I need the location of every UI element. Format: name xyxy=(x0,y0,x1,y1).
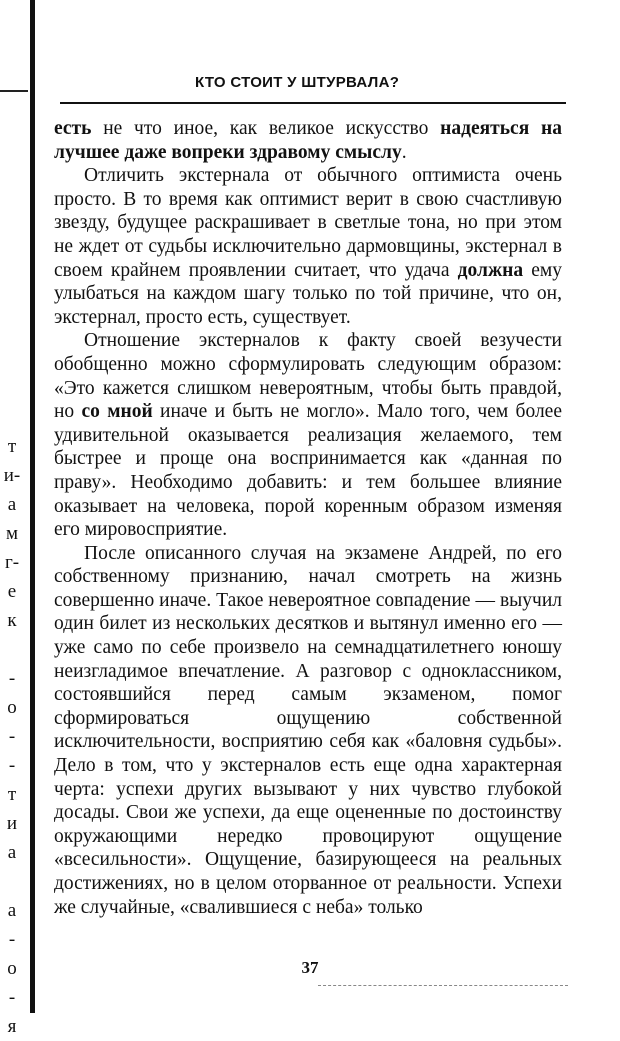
facing-page-fragment: я xyxy=(7,1016,17,1037)
facing-page-fragment: а xyxy=(7,494,17,515)
facing-page-fragment: о xyxy=(7,697,17,718)
facing-page-fragment: м xyxy=(5,523,19,544)
facing-page-fragment: а xyxy=(7,900,17,921)
facing-page-fragment: к xyxy=(7,610,17,631)
facing-page-fragment: - xyxy=(8,987,16,1008)
facing-page-fragment: о xyxy=(7,958,17,979)
emphasis-text: должна xyxy=(457,259,524,281)
paragraph xyxy=(54,164,562,329)
text-run: ему улыбаться на каждом шагу только по той причине, что он, экстернал, просто есть, существует. xyxy=(54,259,562,328)
page-number: 37 xyxy=(301,958,319,977)
facing-page-fragment xyxy=(0,867,24,896)
facing-page-fragment: - xyxy=(8,726,16,747)
facing-page-fragment: т xyxy=(7,784,17,805)
facing-page-fragment: и- xyxy=(3,465,21,486)
emphasis-text: со мной xyxy=(81,401,153,423)
paragraph xyxy=(54,542,562,920)
body-text xyxy=(54,117,562,919)
footer-rule xyxy=(318,985,568,987)
facing-page-fragment: е xyxy=(7,581,17,602)
text-run: Отношение экстерналов к факту своей везучести обобщенно можно сформулировать следующим образом: «Это кажется слишком невероятным, чтобы быть правдой, но xyxy=(54,330,562,423)
facing-page-fragment: - xyxy=(8,929,16,950)
facing-page-fragment xyxy=(0,635,24,664)
text-run: иначе и быть не могло». Мало того, чем более удивительной оказывается реализация желаемого, тем быстрее и проще она воспринимается как «данная по праву». Необходимо добавить: и тем большее влияние оказывает на человека, порой коренным образом изменяя его мировосприятие. xyxy=(54,401,562,541)
facing-page-fragment: г- xyxy=(4,552,20,573)
text-run: Отличить экстернала от обычного оптимиста очень просто. В то время как оптимист верит в свою счастливую звезду, будущее раскрашивает в светлые тона, но при этом не ждет от судьбы исключительно дармовщины, экстернал в своем крайнем проявлении считает, что удача xyxy=(54,165,562,281)
paragraph xyxy=(54,117,562,164)
emphasis-text: есть xyxy=(54,118,92,139)
paragraph xyxy=(54,329,562,541)
book-spine-shadow xyxy=(30,0,35,1013)
running-header: КТО СТОИТ У ШТУРВАЛА? xyxy=(195,74,400,91)
text-run: . xyxy=(401,141,407,163)
facing-page-fragments xyxy=(0,432,24,1041)
facing-page-fragment: а xyxy=(7,842,17,863)
facing-page-fragment: - xyxy=(8,755,16,776)
facing-page-fragment: т xyxy=(7,436,17,457)
facing-page-fragment: и xyxy=(6,813,18,834)
text-run: После описанного случая на экзамене Андрей, по его собственному признанию, начал смотреть на жизнь совершенно иначе. Такое невероятное совпадение — выучил один билет из нескольких десятков и вытянул именно его — уже само по себе произвело на семнадцатилетнего юношу неизгладимое впечатление. А разговор с одноклассником, состоявшийся перед самым экзаменом, помог сформироваться ощущению собственной исключительности, восприятию себя как «баловня судьбы». Дело в том, что у экстерналов есть еще одна характерная черта: успехи других вызывают у них чувство глубокой досады. Свои же успехи, да еще оцененные по достоинству окружающими нередко провоцируют ощущение «всесильности». Ощущение, базирующееся на реальных достижениях, но в целом оторванное от реальности. Успехи же случайные, «свалившиеся с неба» только xyxy=(54,542,562,918)
header-rule xyxy=(60,102,566,104)
emphasis-text: надеяться на лучшее даже вопреки здравому смыслу xyxy=(54,118,562,163)
facing-page-fragment: - xyxy=(8,668,16,689)
text-run: не что иное, как великое искусство xyxy=(91,118,441,139)
facing-page-rule xyxy=(0,90,28,92)
